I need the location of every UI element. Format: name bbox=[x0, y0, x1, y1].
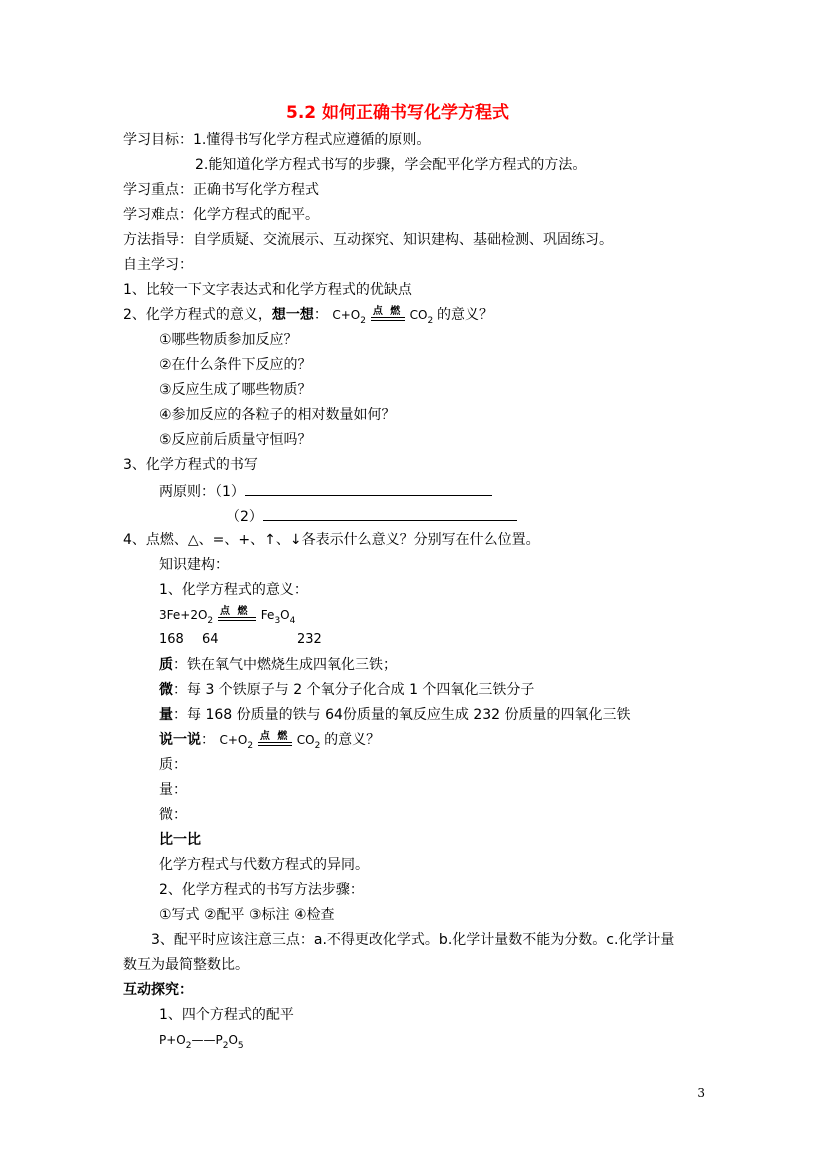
eq-sub: 2 bbox=[185, 1041, 192, 1051]
principles-label: 两原则：（1） bbox=[159, 484, 245, 500]
knowledge-3-line-1: 3、配平时应该注意三点：a.不得更改化学式。b.化学计量数不能为分数。c.化学计量 bbox=[151, 932, 675, 948]
text: ：每 3 个铁原子与 2 个氧分子化合成 1 个四氧化三铁分子 bbox=[173, 682, 535, 698]
eq-sub: 2 bbox=[314, 741, 321, 751]
principle-2 bbox=[226, 506, 517, 527]
knowledge-3-line-2: 数互为最简整数比。 bbox=[123, 957, 249, 973]
eq-sub: 2 bbox=[427, 316, 434, 326]
label: 量 bbox=[159, 707, 173, 723]
ignition-condition bbox=[371, 305, 405, 325]
objective-2: 2.能知道化学方程式书写的步骤，学会配平化学方程式的方法。 bbox=[195, 157, 587, 173]
eq-sub: 5 bbox=[237, 1041, 244, 1051]
eq-rhs: ——P bbox=[191, 1033, 223, 1047]
equation-c-co2 bbox=[332, 306, 437, 326]
eq-rhs-o: O bbox=[280, 608, 290, 622]
question-1: 1、比较一下文字表达式和化学方程式的优缺点 bbox=[123, 282, 412, 298]
label: 说一说 bbox=[159, 732, 201, 748]
meaning-micro bbox=[159, 680, 534, 700]
label: 微 bbox=[159, 682, 173, 698]
q2-item: ③反应生成了哪些物质？ bbox=[159, 382, 312, 398]
eq-lhs: C+O bbox=[219, 733, 248, 747]
ignition-condition bbox=[218, 605, 256, 625]
principle-2-label: （2） bbox=[226, 509, 263, 525]
meaning-quantity bbox=[159, 705, 631, 725]
mass-value: 232 bbox=[297, 632, 322, 647]
question-3: 3、化学方程式的书写 bbox=[123, 457, 258, 473]
q2-think: 想一想 bbox=[271, 307, 314, 323]
objectives-label: 学习目标： bbox=[123, 132, 193, 148]
eq-rhs: Fe bbox=[260, 608, 275, 622]
interactive-1: 1、四个方程式的配平 bbox=[159, 1007, 294, 1023]
principle-1 bbox=[159, 481, 492, 502]
say-it bbox=[159, 730, 380, 752]
mass-value: 64 bbox=[202, 632, 219, 647]
objectives-line-1 bbox=[123, 130, 430, 150]
question-2 bbox=[123, 305, 493, 327]
blank-label: 微： bbox=[159, 807, 187, 823]
eq-sub: 4 bbox=[289, 616, 296, 626]
mass-value: 168 bbox=[159, 632, 184, 647]
equation-fe bbox=[159, 605, 295, 627]
q2-suffix: 的意义？ bbox=[437, 307, 494, 323]
key-point: 学习重点：正确书写化学方程式 bbox=[123, 182, 319, 198]
eq-lhs: P+O bbox=[159, 1033, 186, 1047]
condition-label: 点 燃 bbox=[372, 306, 403, 317]
eq-sub: 2 bbox=[360, 316, 366, 326]
eq-sub: 2 bbox=[222, 1041, 229, 1051]
label: 质 bbox=[159, 657, 173, 673]
interactive-heading: 互动探究： bbox=[123, 982, 193, 998]
difficulty: 学习难点：化学方程式的配平。 bbox=[123, 207, 319, 223]
page-number: 3 bbox=[697, 1086, 705, 1100]
q2-item: ①哪些物质参加反应？ bbox=[159, 332, 298, 348]
text: ：铁在氧气中燃烧生成四氧化三铁； bbox=[173, 657, 397, 673]
answer-blank[interactable] bbox=[263, 506, 517, 521]
eq-rhs-o: O bbox=[228, 1033, 238, 1047]
condition-label: 点 燃 bbox=[259, 731, 290, 742]
page-title: 5.2 如何正确书写化学方程式 bbox=[286, 103, 510, 123]
steps: ①写式 ②配平 ③标注 ④检查 bbox=[159, 907, 335, 923]
blank-label: 量： bbox=[159, 782, 187, 798]
compare-heading: 比一比 bbox=[159, 832, 201, 848]
equation-c-co2 bbox=[219, 731, 324, 751]
eq-lhs: 3Fe+2O bbox=[159, 608, 208, 622]
self-study-heading: 自主学习： bbox=[123, 257, 193, 273]
eq-rhs: CO bbox=[409, 308, 428, 322]
q2-prefix: 2、化学方程式的意义， bbox=[123, 307, 272, 323]
compare-text: 化学方程式与代数方程式的异同。 bbox=[159, 857, 369, 873]
ignition-condition bbox=[258, 730, 292, 750]
equation-p bbox=[159, 1030, 244, 1052]
q2-colon: ： bbox=[313, 307, 328, 323]
eq-rhs: CO bbox=[296, 733, 315, 747]
colon: ： bbox=[201, 732, 215, 748]
q2-item: ⑤反应前后质量守恒吗？ bbox=[159, 432, 312, 448]
eq-sub: 2 bbox=[207, 616, 214, 626]
method: 方法指导：自学质疑、交流展示、互动探究、知识建构、基础检测、巩固练习。 bbox=[123, 232, 613, 248]
condition-label: 点 燃 bbox=[219, 606, 250, 617]
objective-1: 1.懂得书写化学方程式应遵循的原则。 bbox=[193, 132, 431, 148]
q2-item: ④参加反应的各粒子的相对数量如何？ bbox=[159, 407, 396, 423]
question-4: 4、点燃、△、=、+、↑、↓各表示什么意义？分别写在什么位置。 bbox=[123, 532, 540, 548]
eq-lhs: C+O bbox=[332, 308, 361, 322]
suffix: 的意义？ bbox=[324, 732, 381, 748]
knowledge-2: 2、化学方程式的书写方法步骤： bbox=[159, 882, 364, 898]
eq-sub: 2 bbox=[247, 741, 254, 751]
blank-label: 质： bbox=[159, 757, 187, 773]
knowledge-1: 1、化学方程式的意义： bbox=[159, 582, 308, 598]
meaning-quality bbox=[159, 655, 397, 675]
text: ：每 168 份质量的铁与 64份质量的氧反应生成 232 份质量的四氧化三铁 bbox=[173, 707, 631, 723]
eq-sub: 3 bbox=[274, 616, 281, 626]
q2-item: ②在什么条件下反应的？ bbox=[159, 357, 312, 373]
knowledge-heading: 知识建构： bbox=[159, 557, 229, 573]
answer-blank[interactable] bbox=[245, 481, 492, 496]
